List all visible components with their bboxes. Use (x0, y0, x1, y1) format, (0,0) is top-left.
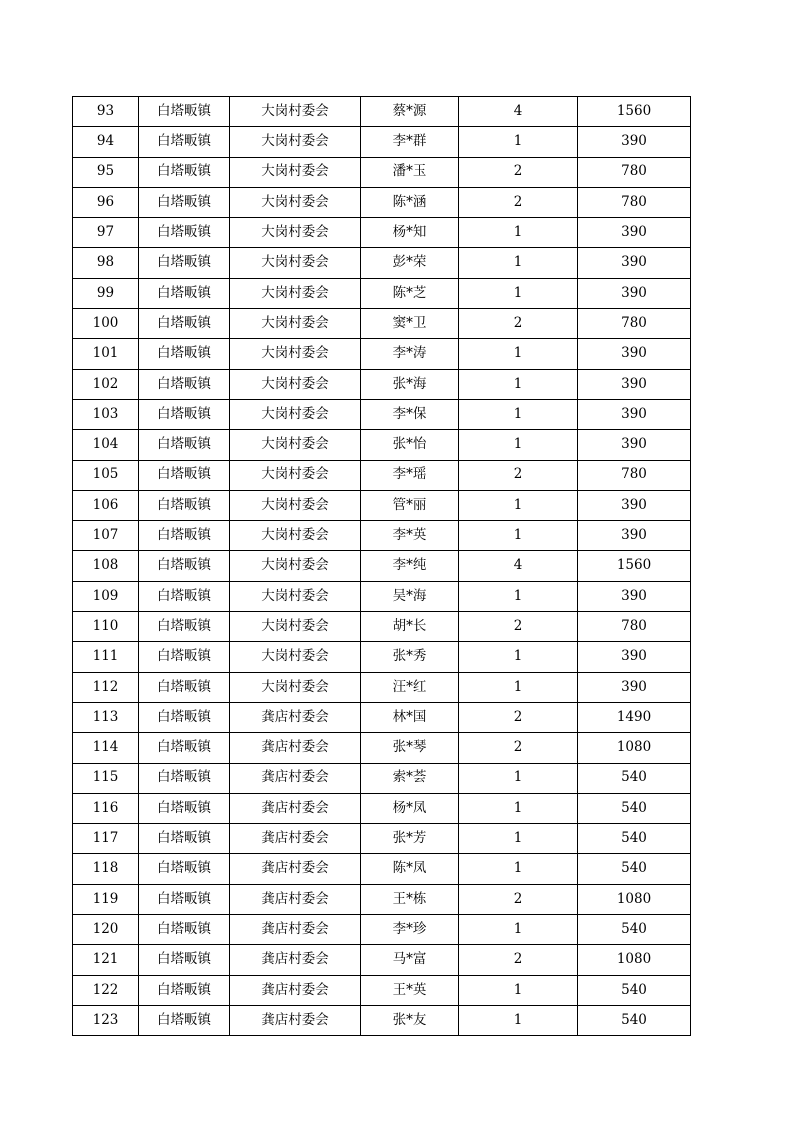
cell-name: 李*涛 (361, 339, 459, 369)
cell-amount: 390 (578, 521, 691, 551)
cell-amount: 1080 (578, 733, 691, 763)
cell-serial-number: 119 (73, 884, 139, 914)
cell-person-count: 2 (459, 309, 578, 339)
cell-person-count: 2 (459, 884, 578, 914)
cell-town: 白塔畈镇 (139, 702, 230, 732)
cell-village-committee: 龚店村委会 (230, 763, 361, 793)
cell-village-committee: 大岗村委会 (230, 551, 361, 581)
cell-person-count: 1 (459, 399, 578, 429)
cell-town: 白塔畈镇 (139, 97, 230, 127)
cell-village-committee: 大岗村委会 (230, 581, 361, 611)
table-row (73, 551, 691, 581)
table-row (73, 369, 691, 399)
cell-person-count: 4 (459, 551, 578, 581)
cell-amount: 540 (578, 915, 691, 945)
cell-serial-number: 121 (73, 945, 139, 975)
table-row (73, 309, 691, 339)
table-row (73, 521, 691, 551)
cell-name: 杨*知 (361, 218, 459, 248)
cell-name: 窦*卫 (361, 309, 459, 339)
cell-name: 杨*凤 (361, 793, 459, 823)
cell-name: 潘*玉 (361, 157, 459, 187)
cell-person-count: 1 (459, 127, 578, 157)
table-row (73, 97, 691, 127)
cell-name: 张*芳 (361, 824, 459, 854)
cell-person-count: 2 (459, 460, 578, 490)
table-row (73, 278, 691, 308)
cell-town: 白塔畈镇 (139, 1005, 230, 1035)
table-row (73, 612, 691, 642)
table-row (73, 248, 691, 278)
cell-amount: 1080 (578, 884, 691, 914)
cell-person-count: 1 (459, 763, 578, 793)
cell-name: 索*荟 (361, 763, 459, 793)
cell-amount: 390 (578, 399, 691, 429)
roster-table-body (73, 97, 691, 1036)
table-row (73, 975, 691, 1005)
cell-amount: 390 (578, 430, 691, 460)
cell-town: 白塔畈镇 (139, 309, 230, 339)
cell-village-committee: 大岗村委会 (230, 157, 361, 187)
table-row (73, 733, 691, 763)
cell-name: 陈*涵 (361, 187, 459, 217)
cell-town: 白塔畈镇 (139, 248, 230, 278)
cell-amount: 540 (578, 1005, 691, 1035)
table-row (73, 399, 691, 429)
cell-name: 吴*海 (361, 581, 459, 611)
cell-village-committee: 龚店村委会 (230, 915, 361, 945)
cell-amount: 390 (578, 490, 691, 520)
table-row (73, 854, 691, 884)
cell-town: 白塔畈镇 (139, 642, 230, 672)
cell-serial-number: 107 (73, 521, 139, 551)
cell-town: 白塔畈镇 (139, 521, 230, 551)
cell-amount: 780 (578, 157, 691, 187)
cell-name: 李*群 (361, 127, 459, 157)
cell-amount: 780 (578, 309, 691, 339)
cell-amount: 540 (578, 854, 691, 884)
cell-person-count: 2 (459, 702, 578, 732)
cell-person-count: 1 (459, 975, 578, 1005)
cell-village-committee: 大岗村委会 (230, 339, 361, 369)
cell-village-committee: 大岗村委会 (230, 672, 361, 702)
cell-amount: 540 (578, 824, 691, 854)
table-row (73, 430, 691, 460)
cell-village-committee: 大岗村委会 (230, 490, 361, 520)
cell-amount: 390 (578, 218, 691, 248)
cell-name: 李*瑶 (361, 460, 459, 490)
cell-serial-number: 117 (73, 824, 139, 854)
cell-name: 马*富 (361, 945, 459, 975)
cell-village-committee: 大岗村委会 (230, 430, 361, 460)
cell-amount: 1560 (578, 97, 691, 127)
cell-person-count: 1 (459, 1005, 578, 1035)
table-row (73, 702, 691, 732)
cell-amount: 780 (578, 187, 691, 217)
cell-amount: 1080 (578, 945, 691, 975)
cell-serial-number: 98 (73, 248, 139, 278)
cell-serial-number: 106 (73, 490, 139, 520)
cell-name: 汪*红 (361, 672, 459, 702)
cell-person-count: 1 (459, 793, 578, 823)
cell-town: 白塔畈镇 (139, 612, 230, 642)
cell-village-committee: 大岗村委会 (230, 278, 361, 308)
cell-serial-number: 122 (73, 975, 139, 1005)
cell-name: 胡*长 (361, 612, 459, 642)
table-row (73, 763, 691, 793)
cell-person-count: 1 (459, 581, 578, 611)
table-row (73, 581, 691, 611)
cell-town: 白塔畈镇 (139, 915, 230, 945)
cell-town: 白塔畈镇 (139, 127, 230, 157)
cell-serial-number: 103 (73, 399, 139, 429)
cell-serial-number: 102 (73, 369, 139, 399)
cell-town: 白塔畈镇 (139, 157, 230, 187)
cell-serial-number: 108 (73, 551, 139, 581)
roster-table (72, 96, 691, 1036)
cell-name: 李*珍 (361, 915, 459, 945)
cell-person-count: 1 (459, 642, 578, 672)
cell-village-committee: 大岗村委会 (230, 218, 361, 248)
cell-person-count: 2 (459, 157, 578, 187)
cell-serial-number: 94 (73, 127, 139, 157)
cell-serial-number: 116 (73, 793, 139, 823)
table-row (73, 339, 691, 369)
cell-village-committee: 龚店村委会 (230, 733, 361, 763)
table-row (73, 1005, 691, 1035)
cell-serial-number: 123 (73, 1005, 139, 1035)
cell-amount: 780 (578, 612, 691, 642)
cell-village-committee: 大岗村委会 (230, 642, 361, 672)
cell-person-count: 1 (459, 824, 578, 854)
table-row (73, 793, 691, 823)
cell-name: 王*英 (361, 975, 459, 1005)
cell-name: 李*保 (361, 399, 459, 429)
cell-village-committee: 龚店村委会 (230, 854, 361, 884)
cell-amount: 390 (578, 369, 691, 399)
cell-town: 白塔畈镇 (139, 399, 230, 429)
cell-amount: 390 (578, 278, 691, 308)
cell-person-count: 1 (459, 248, 578, 278)
cell-town: 白塔畈镇 (139, 884, 230, 914)
table-row (73, 187, 691, 217)
cell-village-committee: 龚店村委会 (230, 945, 361, 975)
table-row (73, 490, 691, 520)
cell-town: 白塔畈镇 (139, 672, 230, 702)
cell-name: 张*秀 (361, 642, 459, 672)
table-row (73, 824, 691, 854)
cell-village-committee: 龚店村委会 (230, 824, 361, 854)
cell-person-count: 2 (459, 733, 578, 763)
cell-name: 彭*荣 (361, 248, 459, 278)
cell-name: 管*丽 (361, 490, 459, 520)
cell-name: 蔡*源 (361, 97, 459, 127)
cell-person-count: 1 (459, 915, 578, 945)
table-row (73, 945, 691, 975)
cell-town: 白塔畈镇 (139, 187, 230, 217)
cell-town: 白塔畈镇 (139, 369, 230, 399)
cell-amount: 390 (578, 339, 691, 369)
cell-serial-number: 112 (73, 672, 139, 702)
cell-town: 白塔畈镇 (139, 824, 230, 854)
cell-person-count: 2 (459, 945, 578, 975)
cell-serial-number: 104 (73, 430, 139, 460)
cell-amount: 540 (578, 763, 691, 793)
cell-amount: 1490 (578, 702, 691, 732)
cell-village-committee: 大岗村委会 (230, 521, 361, 551)
cell-serial-number: 96 (73, 187, 139, 217)
cell-serial-number: 101 (73, 339, 139, 369)
cell-name: 李*英 (361, 521, 459, 551)
cell-village-committee: 龚店村委会 (230, 702, 361, 732)
table-row (73, 127, 691, 157)
cell-town: 白塔畈镇 (139, 854, 230, 884)
cell-town: 白塔畈镇 (139, 793, 230, 823)
cell-town: 白塔畈镇 (139, 430, 230, 460)
cell-town: 白塔畈镇 (139, 218, 230, 248)
cell-town: 白塔畈镇 (139, 278, 230, 308)
table-row (73, 884, 691, 914)
cell-person-count: 1 (459, 490, 578, 520)
cell-person-count: 2 (459, 187, 578, 217)
cell-person-count: 1 (459, 369, 578, 399)
cell-serial-number: 109 (73, 581, 139, 611)
cell-name: 陈*凤 (361, 854, 459, 884)
cell-person-count: 1 (459, 339, 578, 369)
cell-serial-number: 97 (73, 218, 139, 248)
cell-name: 陈*芝 (361, 278, 459, 308)
cell-amount: 390 (578, 642, 691, 672)
cell-town: 白塔畈镇 (139, 581, 230, 611)
table-row (73, 915, 691, 945)
cell-town: 白塔畈镇 (139, 460, 230, 490)
cell-amount: 390 (578, 672, 691, 702)
cell-town: 白塔畈镇 (139, 763, 230, 793)
cell-village-committee: 龚店村委会 (230, 1005, 361, 1035)
cell-town: 白塔畈镇 (139, 339, 230, 369)
cell-village-committee: 龚店村委会 (230, 793, 361, 823)
cell-town: 白塔畈镇 (139, 551, 230, 581)
cell-serial-number: 95 (73, 157, 139, 187)
cell-village-committee: 大岗村委会 (230, 97, 361, 127)
cell-village-committee: 大岗村委会 (230, 460, 361, 490)
cell-serial-number: 100 (73, 309, 139, 339)
cell-town: 白塔畈镇 (139, 945, 230, 975)
cell-person-count: 1 (459, 278, 578, 308)
cell-amount: 540 (578, 793, 691, 823)
cell-serial-number: 111 (73, 642, 139, 672)
table-row (73, 157, 691, 187)
cell-village-committee: 大岗村委会 (230, 248, 361, 278)
cell-village-committee: 大岗村委会 (230, 187, 361, 217)
cell-amount: 540 (578, 975, 691, 1005)
cell-name: 林*国 (361, 702, 459, 732)
cell-serial-number: 114 (73, 733, 139, 763)
cell-amount: 1560 (578, 551, 691, 581)
cell-amount: 780 (578, 460, 691, 490)
cell-amount: 390 (578, 127, 691, 157)
cell-town: 白塔畈镇 (139, 490, 230, 520)
cell-person-count: 4 (459, 97, 578, 127)
cell-village-committee: 大岗村委会 (230, 127, 361, 157)
cell-person-count: 1 (459, 854, 578, 884)
cell-serial-number: 118 (73, 854, 139, 884)
cell-person-count: 1 (459, 430, 578, 460)
cell-village-committee: 大岗村委会 (230, 369, 361, 399)
cell-name: 李*纯 (361, 551, 459, 581)
cell-amount: 390 (578, 581, 691, 611)
cell-town: 白塔畈镇 (139, 975, 230, 1005)
cell-village-committee: 龚店村委会 (230, 975, 361, 1005)
table-row (73, 642, 691, 672)
cell-name: 王*栋 (361, 884, 459, 914)
cell-village-committee: 大岗村委会 (230, 309, 361, 339)
cell-serial-number: 120 (73, 915, 139, 945)
cell-name: 张*海 (361, 369, 459, 399)
cell-village-committee: 大岗村委会 (230, 612, 361, 642)
cell-name: 张*怡 (361, 430, 459, 460)
table-row (73, 218, 691, 248)
cell-name: 张*琴 (361, 733, 459, 763)
cell-name: 张*友 (361, 1005, 459, 1035)
cell-serial-number: 99 (73, 278, 139, 308)
cell-amount: 390 (578, 248, 691, 278)
cell-serial-number: 115 (73, 763, 139, 793)
cell-serial-number: 105 (73, 460, 139, 490)
table-row (73, 460, 691, 490)
cell-serial-number: 110 (73, 612, 139, 642)
cell-person-count: 2 (459, 612, 578, 642)
cell-village-committee: 大岗村委会 (230, 399, 361, 429)
cell-serial-number: 113 (73, 702, 139, 732)
cell-village-committee: 龚店村委会 (230, 884, 361, 914)
cell-person-count: 1 (459, 672, 578, 702)
cell-person-count: 1 (459, 521, 578, 551)
cell-serial-number: 93 (73, 97, 139, 127)
cell-person-count: 1 (459, 218, 578, 248)
cell-town: 白塔畈镇 (139, 733, 230, 763)
table-row (73, 672, 691, 702)
